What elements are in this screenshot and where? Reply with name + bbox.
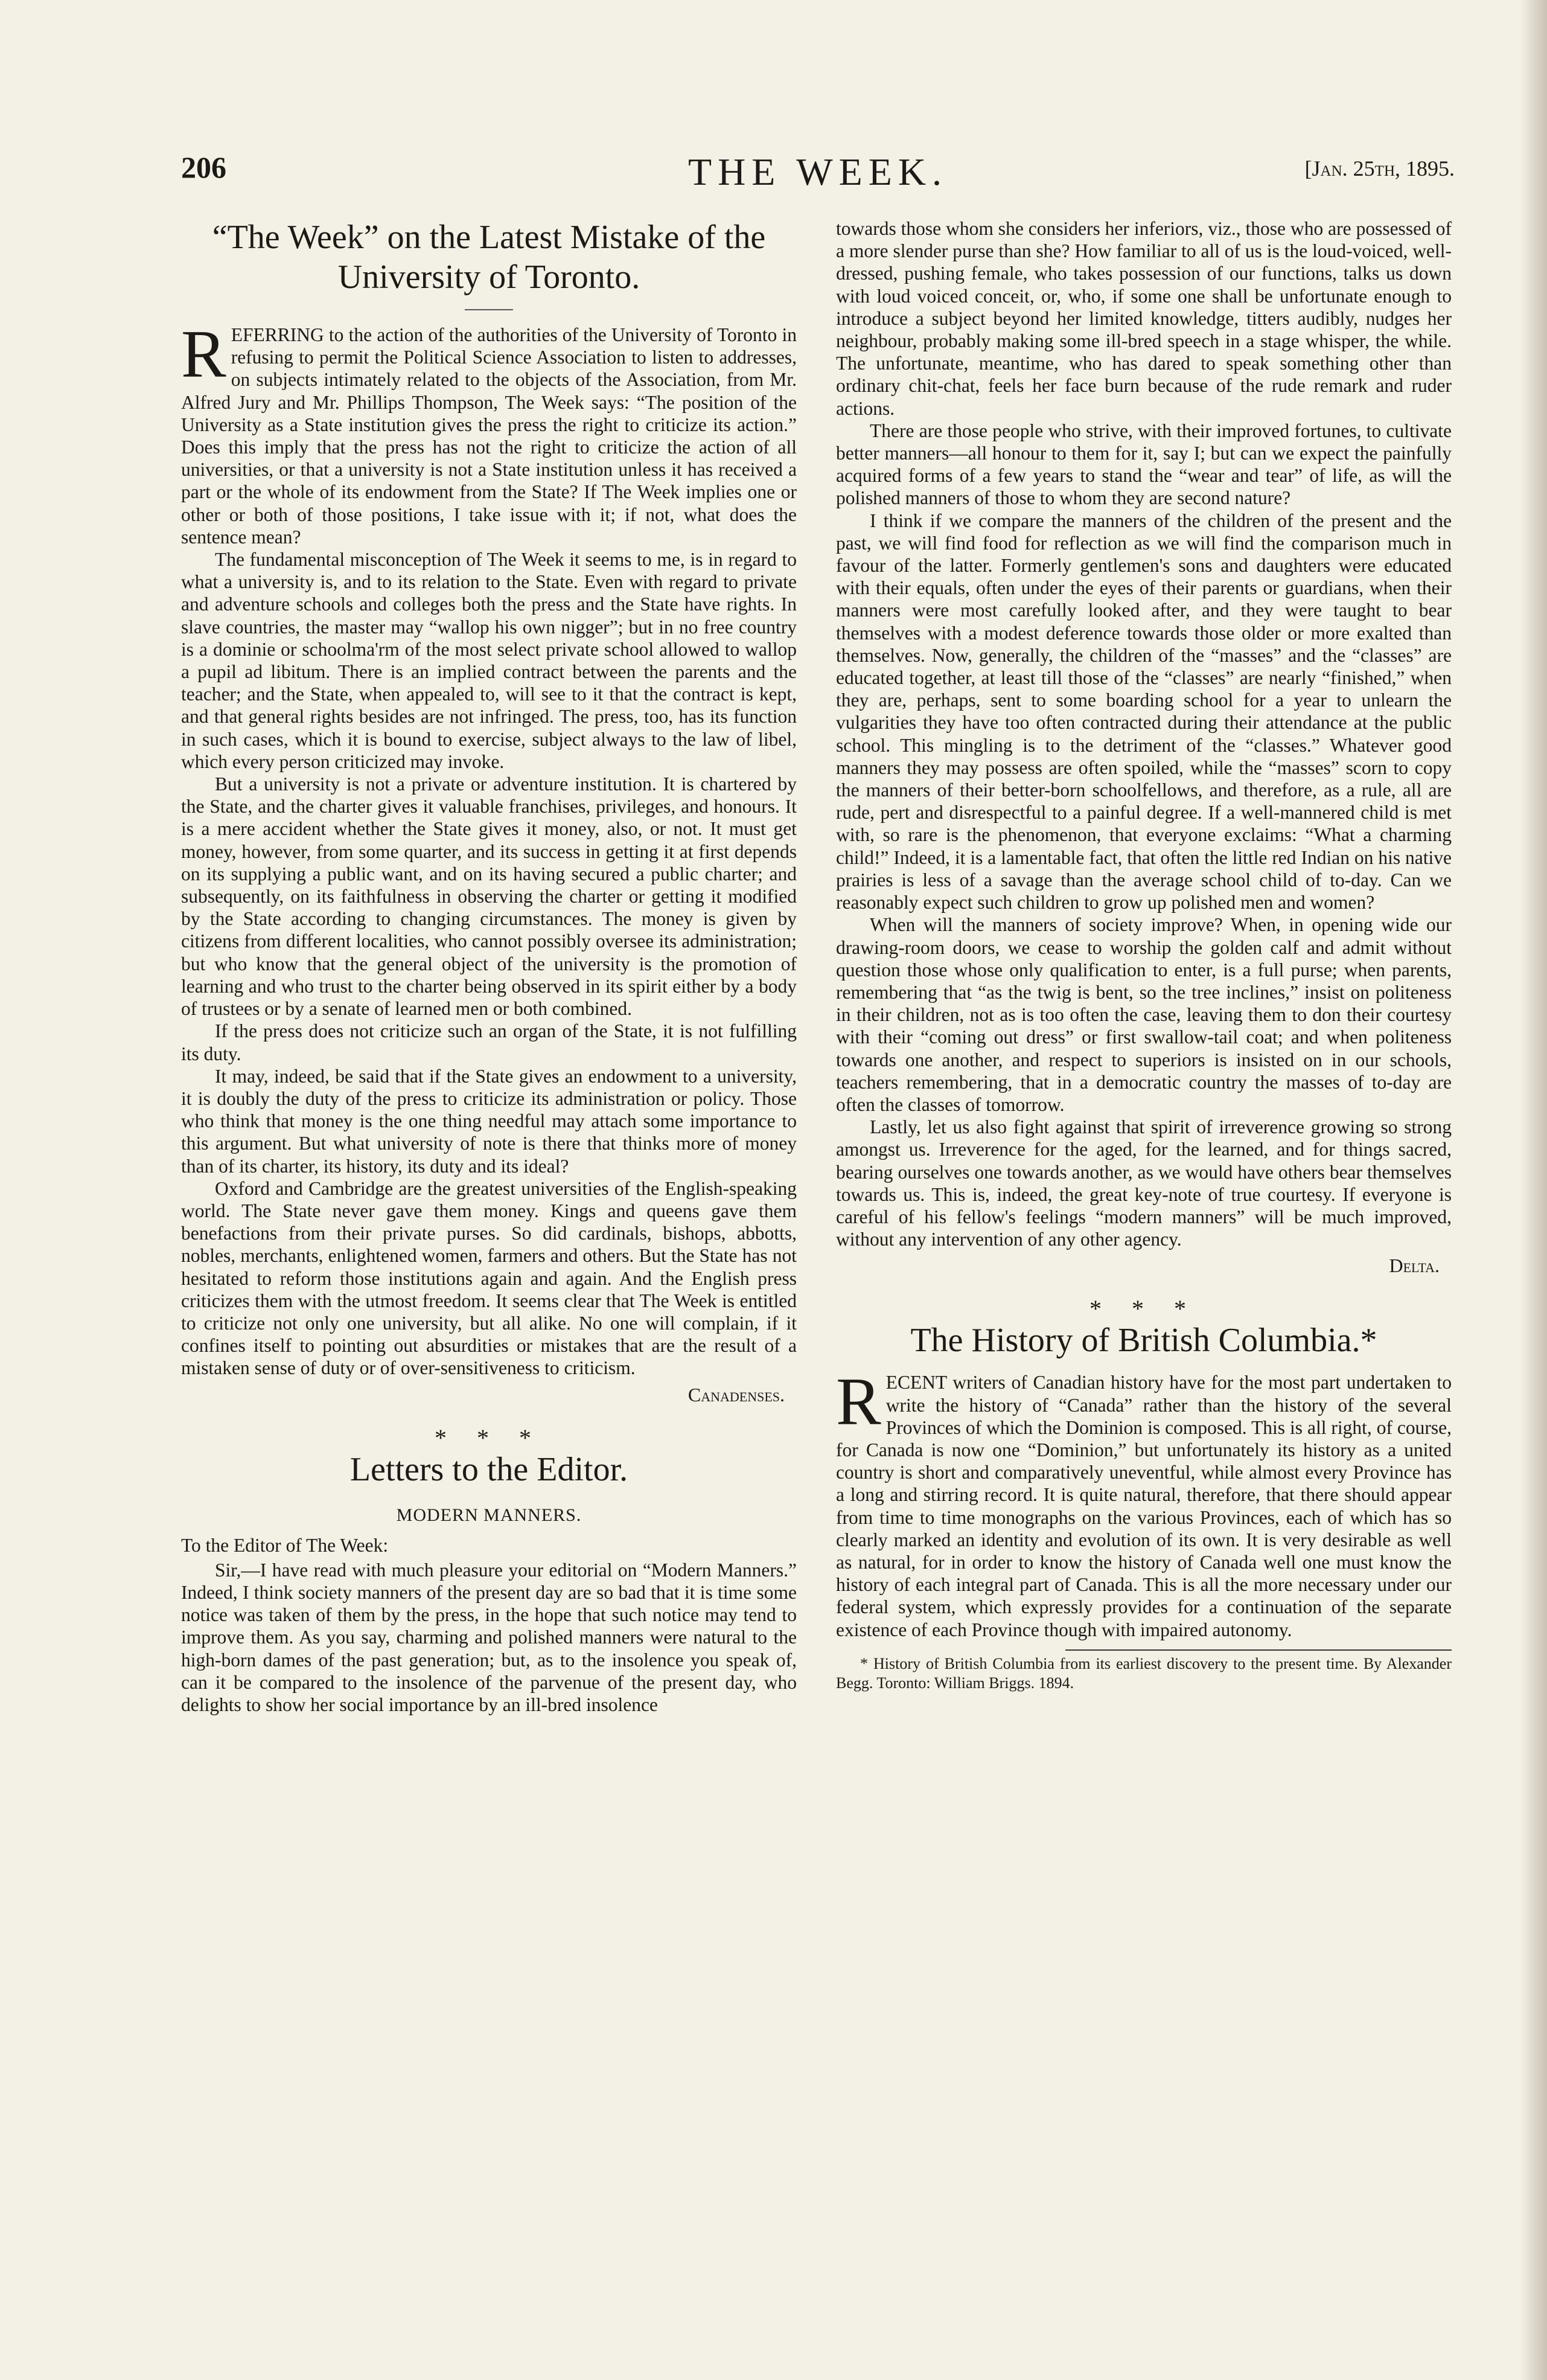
drop-cap: R [181, 317, 226, 392]
letter-continuation: towards those whom she considers her inferiors, viz., those who are possessed of a more slender purse than she? How familiar to all of us is the loud-voiced, well-dressed, pushing female, who takes possession of our functions, talks us down with loud voiced conceit, or, who, if some one shall be unfortunate enough to introduce a subject beyond her limited knowledge, titters audibly, nudges her neighbour, probably making some ill-bred speech in a stage whisper, the while. The unfortunate, meantime, who has dared to speak something other than ordinary chit-chat, feels her face burn because of the rude remark and ruder actions. [836, 218, 1452, 419]
article-body-university [181, 317, 797, 1380]
letter-body-right [836, 217, 1452, 1250]
footnote-rule [1065, 1649, 1452, 1651]
letter-body-left [181, 1559, 797, 1716]
left-column [181, 217, 797, 1716]
article-paragraph: RECENT writers of Canadian history have for the most part undertaken to write the history of “Canada” rather than the history of the several Provinces of which the Dominion is composed. This is all right, of course, for Canada is now one “Dominion,” but unfortunately its history as a united country is short and comparatively uneventful, while almost every Province has a long and stirring record. It is quite natural, therefore, that there should appear from time to time monographs on the various Provinces, each of which has so clearly marked an identity and evolution of its own. It is very desirable as well as natural, for in order to know the history of Canada well one must know the history of each integral part of Canada. This is all the more necessary under our federal system, which expressly provides for a continuation of the separate existence of each Province though with impaired autonomy. [836, 1364, 1452, 1640]
article-body-british-columbia [836, 1364, 1452, 1640]
title-rule [465, 309, 513, 310]
section-divider-stars: * * * [1089, 1295, 1198, 1323]
page-number: 206 [181, 150, 226, 184]
article-paragraph: If the press does not criticize such an organ of the State, it is not fulfilling its duty. [181, 1020, 797, 1064]
letter-signature: Delta. [1389, 1255, 1440, 1277]
letter-paragraph: When will the manners of society improve? When, in opening wide our drawing-room doors, we cease to worship the golden calf and admit without question those whose only qualification to enter, is a full purse; when parents, remembering that “as the twig is bent, so the tree inclines,” insist on politeness in their children, not as is too often the case, leaving them to don their courtesy with their “coming out dress” or first swallow-tail coat; and when politeness towards one another, and respect to superiors is insisted on in our schools, teachers remembering, that in a democratic country the masses of to-day are often the classes of tomorrow. [836, 914, 1452, 1115]
page-header [181, 150, 1455, 198]
section-divider-stars: * * * [435, 1424, 543, 1451]
drop-cap: R [836, 1364, 881, 1440]
article-paragraph: REFERRING to the action of the authorities of the University of Toronto in refusing to permit the Political Science Association to listen to addresses, on subjects intimately related to the objects of the Association, from Mr. Alfred Jury and Mr. Phillips Thompson, The Week says: “The position of the University as a State institution gives the press the right to criticize its action.” Does this imply that the press has not the right to criticize the action of all universities, or that a university is not a State institution unless it has received a part or the whole of its endowment from the State? If The Week implies one or other or both of those positions, I take issue with it; if not, what does the sentence mean? [181, 317, 797, 548]
article-signature: Canadenses. [687, 1383, 785, 1406]
article-title-british-columbia: The History of British Columbia.* [910, 1322, 1377, 1360]
letter-paragraph: Lastly, let us also fight against that spirit of irreverence growing so strong amongst us. Irreverence for the aged, for the learned, and for things sacred, bearing ourselves one towards another, as we would have others bear themselves towards us. This is, indeed, the great key-note of true courtesy. If everyone is careful of his fellow's feelings “modern manners” will be much improved, without any intervention of any other agency. [836, 1116, 1452, 1250]
letter-paragraph: I think if we compare the manners of the children of the present and the past, we will find food for reflection as we will find the comparison much in favour of the latter. Formerly gentlemen's sons and daughters were educated with their equals, often under the eyes of their parents or guardians, when their manners were most carefully looked after, and they were taught to bear themselves with a modest deference towards those older or more exalted than themselves. Now, generally, the children of the “masses” and the “classes” are educated together, at least till those of the “classes” are nearly “finished,” when they are, perhaps, sent to some boarding school for a year to unlearn the vulgarities they have too often contracted during their attendance at the public school. This mingling is to the detriment of the “classes.” Whatever good manners they may possess are often spoiled, while the “masses” scorn to copy the manners of their better-born schoolfellows, and therefore, as a rule, all are rude, pert and disrespectful to a painful degree. If a well-mannered child is met with, so rare is the phenomenon, that everyone exclaims: “What a charming child!” Indeed, it is a lamentable fact, that often the little red Indian on his native prairies is less of a savage than the average school child of to-day. Can we reasonably expect such children to grow up polished men and women? [836, 510, 1452, 913]
section-title-letters: Letters to the Editor. [349, 1450, 628, 1488]
scan-edge [1520, 0, 1547, 2380]
letter-salutation: To the Editor of The Week: [181, 1534, 389, 1556]
right-column [836, 217, 1452, 1693]
letter-subhead: MODERN MANNERS. [396, 1505, 582, 1525]
article-paragraph: It may, indeed, be said that if the State gives an endowment to a university, it is doubly the duty of the press to criticize its administration or policy. Those who think that money is the one thing needful may attach some importance to this argument. But what university of note is there that thinks more of money than of its charter, its history, its duty and its ideal? [181, 1065, 797, 1177]
issue-date: [Jan. 25th, 1895. [1304, 156, 1455, 181]
article-title-university: “The Week” on the Latest Mistake of the University of Toronto. [212, 219, 766, 296]
article-paragraph: But a university is not a private or adventure institution. It is chartered by the State, and the charter gives it valuable franchises, privileges, and honours. It is a mere accident whether the State gives it money, also, or not. It must get money, however, from some quarter, and its success in getting it at first depends on its supplying a public want, and on its having secured a public charter; and subsequently, on its faithfulness in observing the charter or getting it modified by the State according to changing circumstances. The money is given by citizens from different localities, who cannot possibly oversee its administration; but who know that the general object of the university is the promotion of learning and who trust to the charter being observed in its spirit either by a body of trustees or by a senate of learned men or both combined. [181, 773, 797, 1020]
letter-paragraph: Sir,—I have read with much pleasure your editorial on “Modern Manners.” Indeed, I think society manners of the present day are so bad that it is time some notice was taken of them by the press, in the hope that such notice may tend to improve them. As you say, charming and polished manners were natural to the high-born dames of the past generation; but, as to the insolence you speak of, can it be compared to the insolence of the parvenue of the present day, who delights to show her social importance by an ill-bred insolence [181, 1559, 797, 1715]
letter-paragraph: There are those people who strive, with their improved fortunes, to cultivate better manners—all honour to them for it, say I; but can we expect the painfully acquired forms of a few years to stand the “wear and tear” of life, as will the polished manners of those to whom they are second nature? [836, 420, 1452, 509]
article-paragraph: The fundamental misconception of The Week it seems to me, is in regard to what a university is, and to its relation to the State. Even with regard to private and adventure schools and colleges both the press and the State have rights. In slave countries, the master may “wallop his own nigger”; but in no free country is a dominie or schoolma'rm of the most select private school allowed to wallop a pupil ad libitum. There is an implied contract between the parents and the teacher; and the State, when appealed to, will see to it that the contract is kept, and that general rights besides are not infringed. The press, too, has its function in such cases, which it is bound to exercise, subject always to the law of libel, which every person criticized may invoke. [181, 549, 797, 772]
journal-title: THE WEEK. [687, 150, 948, 193]
footnote: * History of British Columbia from its earliest discovery to the present time. By Alexander Begg. Toronto: William Briggs. 1894. [836, 1654, 1452, 1692]
article-paragraph: Oxford and Cambridge are the greatest universities of the English-speaking world. The State never gave them money. Kings and queens gave them benefactions from their private purses. So did cardinals, bishops, abbotts, nobles, merchants, enlightened women, farmers and others. But the State has not hesitated to reform those institutions again and again. And the English press criticizes them with the utmost freedom. It seems clear that The Week is entitled to criticize not only one university, but all alike. No one will complain, if it confines itself to pointing out absurdities or mistakes that are the result of a mistaken sense of duty or of over-sensitiveness to criticism. [181, 1177, 797, 1379]
